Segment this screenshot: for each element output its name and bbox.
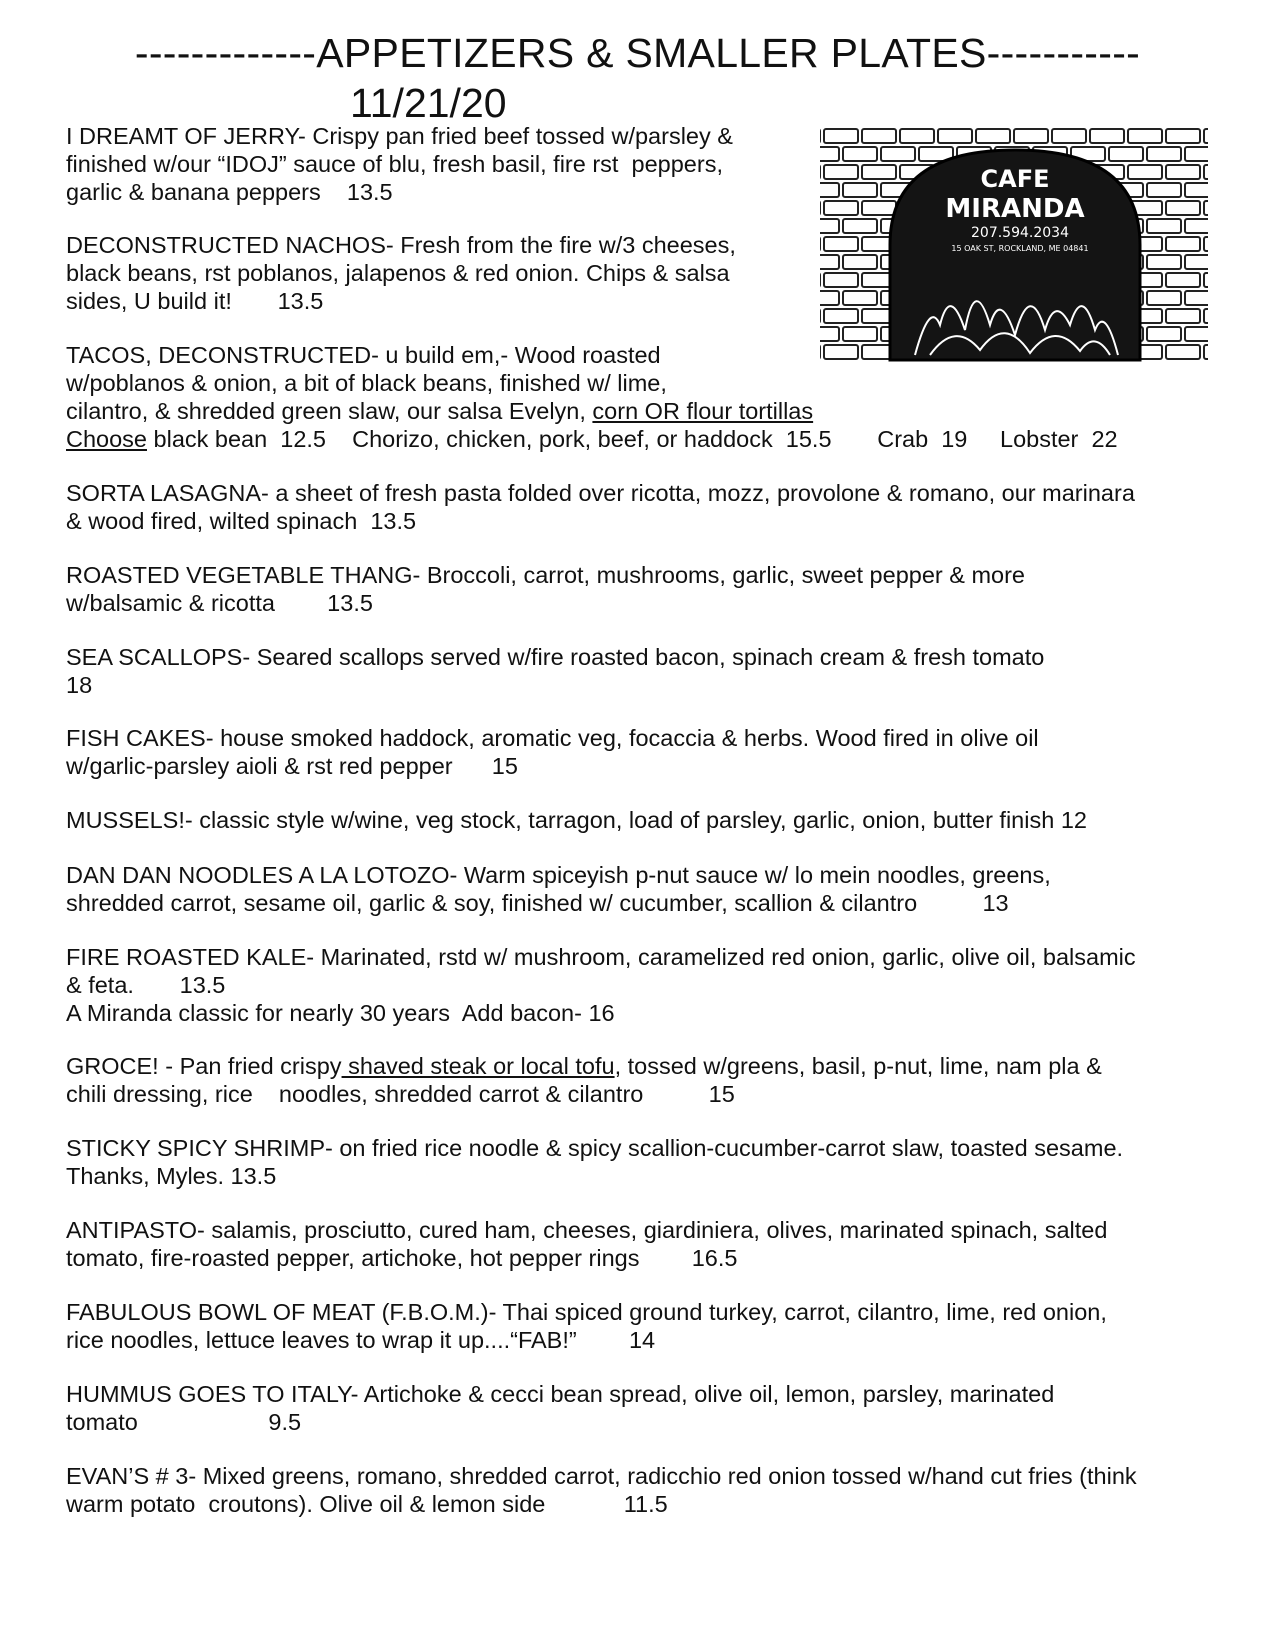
item-kale-line3: A Miranda classic for nearly 30 years Add bacon- 16 — [66, 1000, 615, 1026]
item-dandan-line1: DAN DAN NOODLES A LA LOTOZO- Warm spiceyish p-nut sauce w/ lo mein noodles, greens, — [66, 862, 1051, 888]
choose-label: Choose — [66, 426, 147, 452]
item-tacos-line2: w/poblanos & onion, a bit of black beans, finished w/ lime, — [66, 370, 667, 396]
item-scallops-line2: 18 — [66, 672, 93, 698]
item-jerry-line2: finished w/our “IDOJ” sauce of blu, fresh basil, fire rst peppers, — [66, 151, 723, 177]
item-tacos-line1: TACOS, DECONSTRUCTED- u build em,- Wood roasted — [66, 342, 661, 368]
item-fishcakes-line2: w/garlic-parsley aioli & rst red pepper 15 — [66, 753, 518, 779]
item-hummus-line1: HUMMUS GOES TO ITALY- Artichoke & cecci bean spread, olive oil, lemon, parsley, marinated — [66, 1381, 1055, 1407]
item-tacos-line4 — [66, 425, 1118, 453]
item-mussels-line1: MUSSELS!- classic style w/wine, veg stock, tarragon, load of parsley, garlic, onion, butter finish 12 — [66, 807, 1087, 833]
item-nachos-line2: black beans, rst poblanos, jalapenos & red onion. Chips & salsa — [66, 260, 730, 286]
item-nachos-line1: DECONSTRUCTED NACHOS- Fresh from the fire w/3 cheeses, — [66, 232, 736, 258]
item-evans-line2: warm potato croutons). Olive oil & lemon side 11.5 — [66, 1491, 668, 1517]
item-lasagna-line2: & wood fired, wilted spinach 13.5 — [66, 508, 417, 534]
item-veg-line1: ROASTED VEGETABLE THANG- Broccoli, carrot, mushrooms, garlic, sweet pepper & more — [66, 562, 1026, 588]
item-groce-line1 — [66, 1052, 1102, 1080]
logo-address: 15 OAK ST, ROCKLAND, ME 04841 — [951, 244, 1089, 253]
item-tacos-line3-text: cilantro, & shredded green slaw, our salsa Evelyn, — [66, 398, 593, 424]
item-hummus-line2: tomato 9.5 — [66, 1409, 302, 1435]
item-jerry-line3: garlic & banana peppers 13.5 — [66, 179, 393, 205]
logo-phone: 207.594.2034 — [971, 225, 1069, 241]
menu-date: 11/21/20 — [350, 80, 507, 126]
item-groce-line1-a: GROCE! - Pan fried crispy — [66, 1053, 342, 1079]
item-scallops-line1: SEA SCALLOPS- Seared scallops served w/fire roasted bacon, spinach cream & fresh tomato — [66, 644, 1045, 670]
item-fishcakes-line1: FISH CAKES- house smoked haddock, aromatic veg, focaccia & herbs. Wood fired in olive oil — [66, 725, 1039, 751]
item-antipasto-line1: ANTIPASTO- salamis, prosciutto, cured ham, cheeses, giardiniera, olives, marinated spinach, salted — [66, 1217, 1108, 1243]
item-evans-line1: EVAN’S # 3- Mixed greens, romano, shredded carrot, radicchio red onion tossed w/hand cut fries (think — [66, 1463, 1137, 1489]
brick-oven-illustration — [820, 125, 1208, 370]
item-dandan-line2: shredded carrot, sesame oil, garlic & soy, finished w/ cucumber, scallion & cilantro 13 — [66, 890, 1009, 916]
tortilla-choice: corn OR flour tortillas — [592, 398, 814, 424]
item-kale-line1: FIRE ROASTED KALE- Marinated, rstd w/ mushroom, caramelized red onion, garlic, olive oil, balsamic — [66, 944, 1136, 970]
item-fbom-line2: rice noodles, lettuce leaves to wrap it up....“FAB!” 14 — [66, 1327, 656, 1353]
item-jerry-line1: I DREAMT OF JERRY- Crispy pan fried beef tossed w/parsley & — [66, 123, 733, 149]
item-fbom-line1: FABULOUS BOWL OF MEAT (F.B.O.M.)- Thai spiced ground turkey, carrot, cilantro, lime, red onion, — [66, 1299, 1107, 1325]
logo-name-line2: MIRANDA — [945, 194, 1085, 224]
item-shrimp-line1: STICKY SPICY SHRIMP- on fried rice noodle & spicy scallion-cucumber-carrot slaw, toasted sesame. — [66, 1135, 1124, 1161]
item-groce-line1-c: , tossed w/greens, basil, p-nut, lime, nam pla & — [614, 1053, 1102, 1079]
item-lasagna-line1: SORTA LASAGNA- a sheet of fresh pasta folded over ricotta, mozz, provolone & romano, our marinara — [66, 480, 1135, 506]
item-antipasto-line2: tomato, fire-roasted pepper, artichoke, hot pepper rings 16.5 — [66, 1245, 738, 1271]
page-title: -------------APPETIZERS & SMALLER PLATES----------- — [134, 30, 1141, 76]
item-kale-line2: & feta. 13.5 — [66, 972, 226, 998]
logo-name-line1: CAFE — [980, 165, 1050, 193]
item-nachos-line3: sides, U build it! 13.5 — [66, 288, 324, 314]
groce-protein-choice: shaved steak or local tofu — [341, 1053, 615, 1079]
item-tacos-line3 — [66, 397, 813, 425]
item-groce-line2: chili dressing, rice noodles, shredded carrot & cilantro 15 — [66, 1081, 735, 1107]
cafe-miranda-logo — [820, 125, 1208, 370]
item-tacos-prices: black bean 12.5 Chorizo, chicken, pork, beef, or haddock 15.5 Crab 19 Lobster 22 — [147, 426, 1118, 452]
item-shrimp-line2: Thanks, Myles. 13.5 — [66, 1163, 277, 1189]
item-veg-line2: w/balsamic & ricotta 13.5 — [66, 590, 373, 616]
